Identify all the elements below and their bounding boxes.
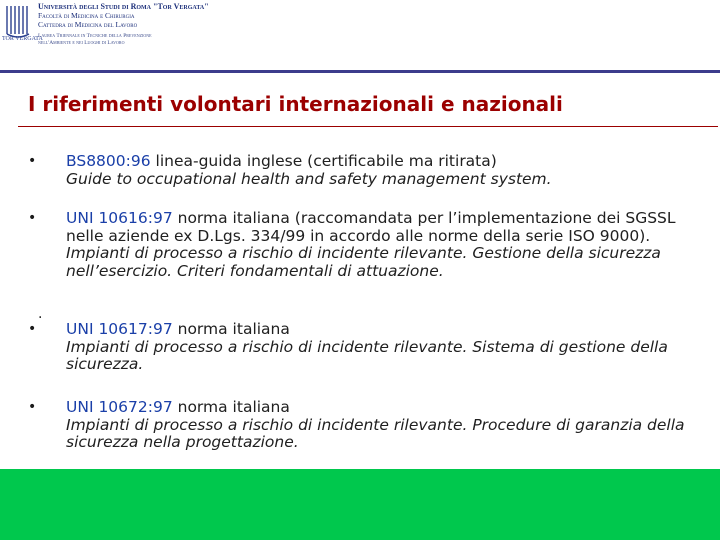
bullet-icon: • [28, 153, 37, 169]
slide-title: I riferimenti volontari internazionali e nazionali [28, 92, 563, 116]
standard-code: UNI 10672:97 [66, 398, 173, 416]
slide-header [0, 0, 720, 72]
university-name: Università degli Studi di Roma "Tor Vergata" [38, 2, 209, 11]
standard-description: norma italiana (raccomandata per l’implementazione dei SGSSL nelle aziende ex D.Lgs. 334/99 in accordo alle norme della serie ISO 9000). [66, 209, 676, 245]
stray-dot: . [38, 306, 43, 322]
standard-description: norma italiana [172, 320, 290, 338]
degree-name-line2: nell'Ambiente e nei Luoghi di Lavoro [38, 40, 125, 46]
bullet-icon: • [28, 210, 37, 226]
bullet-icon: • [28, 399, 37, 415]
standard-title: Impianti di processo a rischio di incidente rilevante. Gestione della sicurezza nell’esercizio. Criteri fondamentali di attuazione. [66, 244, 661, 280]
logo-caption: TOR VERGATA [2, 36, 43, 42]
standard-description: linea-guida inglese (certificabile ma ritirata) [150, 152, 497, 170]
department-name: Cattedra di Medicina del Lavoro [38, 20, 138, 29]
title-underline [18, 126, 718, 127]
university-name-block [38, 2, 209, 47]
header-divider [0, 70, 720, 73]
standard-code: UNI 10616:97 [66, 209, 173, 227]
standard-title: Guide to occupational health and safety management system. [66, 169, 552, 188]
standard-title: Impianti di processo a rischio di incidente rilevante. Sistema di gestione della sicurezza. [66, 337, 668, 373]
standard-code: UNI 10617:97 [66, 320, 173, 338]
footer-band [0, 469, 720, 540]
faculty-name: Facoltà di Medicina e Chirurgia [38, 11, 135, 20]
standard-code: BS8800:96 [66, 152, 151, 170]
standard-title: Impianti di processo a rischio di incidente rilevante. Procedure di garanzia della sicurezza nella progettazione. [66, 415, 685, 451]
bullet-icon: • [28, 321, 37, 337]
degree-name-line1: Laurea Triennale in Tecniche della Prevenzione [38, 33, 152, 39]
standard-description: norma italiana [172, 398, 290, 416]
